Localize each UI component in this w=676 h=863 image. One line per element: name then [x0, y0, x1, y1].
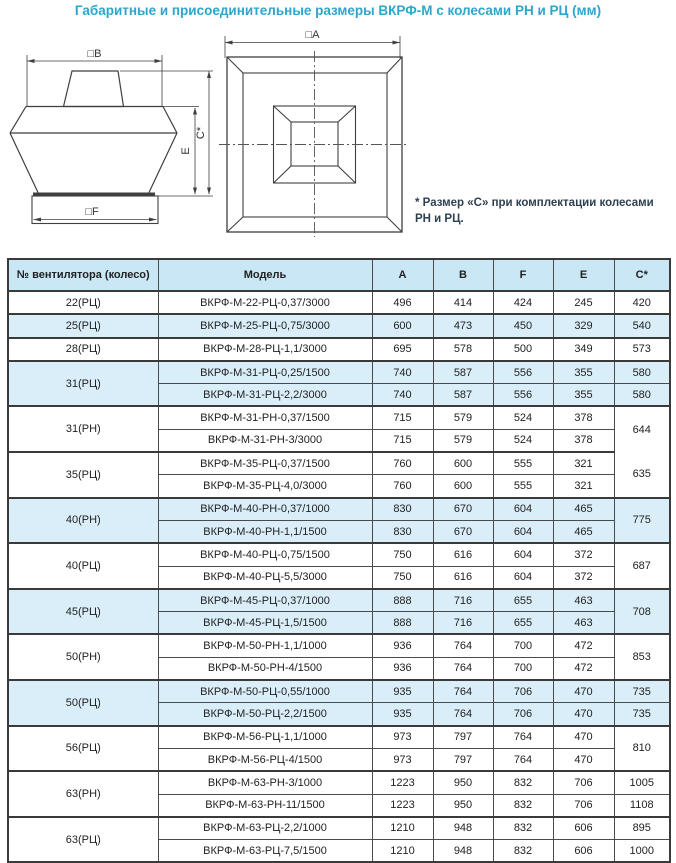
fan-number-cell: 63(РЦ) [8, 817, 158, 863]
dimension-cell: 832 [493, 817, 553, 840]
dimension-cell: 245 [553, 291, 614, 314]
table-row [8, 589, 670, 612]
dimension-cell: 1108 [614, 794, 670, 817]
dimension-cell: 372 [553, 566, 614, 589]
dimension-cell: 706 [553, 771, 614, 794]
dimension-cell: 706 [493, 703, 553, 726]
dimension-cell: 473 [433, 314, 493, 337]
dimension-cell: 740 [372, 361, 433, 384]
model-cell: ВКРФ-М-50-РН-4/1500 [158, 657, 372, 680]
model-cell: ВКРФ-М-35-РЦ-0,37/1500 [158, 452, 372, 475]
dimension-cell: 735 [614, 680, 670, 703]
dimension-cell: 1223 [372, 771, 433, 794]
dimension-cell: 716 [433, 612, 493, 635]
dimension-cell: 708 [614, 589, 670, 635]
dimension-cell: 655 [493, 612, 553, 635]
model-cell: ВКРФ-М-31-РН-0,37/1500 [158, 406, 372, 429]
dimension-cell: 524 [493, 406, 553, 429]
dimension-cell: 578 [433, 338, 493, 361]
dimension-cell: 888 [372, 589, 433, 612]
dimension-cell: 764 [433, 634, 493, 657]
footnote [415, 196, 671, 227]
dimension-cell: 378 [553, 429, 614, 452]
dimension-cell: 700 [493, 657, 553, 680]
dim-label-b: □B [87, 48, 102, 60]
dimension-cell: 414 [433, 291, 493, 314]
dimension-value: 635 [632, 468, 651, 481]
dimension-cell: 1210 [372, 817, 433, 840]
dimension-cell: 524 [493, 429, 553, 452]
dimension-cell: 587 [433, 384, 493, 407]
dimension-cell: 463 [553, 612, 614, 635]
fan-number-cell: 40(РН) [8, 498, 158, 544]
dimension-cell: 372 [553, 543, 614, 566]
dimension-cell: 1005 [614, 771, 670, 794]
dimension-cell: 750 [372, 566, 433, 589]
dimension-cell: 655 [493, 589, 553, 612]
model-cell: ВКРФ-М-56-РЦ-4/1500 [158, 748, 372, 771]
dimension-cell: 670 [433, 498, 493, 521]
top-view-drawing [219, 29, 407, 237]
dimension-cell: 936 [372, 657, 433, 680]
dimension-cell: 853 [614, 634, 670, 680]
model-cell: ВКРФ-М-31-РЦ-0,25/1500 [158, 361, 372, 384]
model-cell: ВКРФ-М-63-РЦ-2,2/1000 [158, 817, 372, 840]
model-cell: ВКРФ-М-31-РН-3/3000 [158, 429, 372, 452]
dimension-cell: 760 [372, 475, 433, 498]
dim-label-a: □A [305, 29, 320, 41]
model-cell: ВКРФ-М-22-РЦ-0,37/3000 [158, 291, 372, 314]
dimension-cell: 1000 [614, 840, 670, 863]
side-view-drawing [10, 48, 213, 224]
fan-number-cell: 31(РЦ) [8, 361, 158, 407]
fan-number-cell: 35(РЦ) [8, 452, 158, 498]
dimension-cell: 470 [553, 726, 614, 749]
dimension-cell: 973 [372, 748, 433, 771]
dimension-cell: 472 [553, 634, 614, 657]
dimension-cell: 973 [372, 726, 433, 749]
fan-number-cell: 50(РЦ) [8, 680, 158, 726]
dimension-cell: 606 [553, 817, 614, 840]
fan-number-cell: 45(РЦ) [8, 589, 158, 635]
dimension-cell: 700 [493, 634, 553, 657]
dimension-cell: 555 [493, 452, 553, 475]
table-row [8, 543, 670, 566]
dimension-cell: 424 [493, 291, 553, 314]
dimension-cell: 463 [553, 589, 614, 612]
dimension-cell: 735 [614, 703, 670, 726]
dimension-cell: 606 [553, 840, 614, 863]
dimension-cell: 604 [493, 543, 553, 566]
fan-number-cell: 28(РЦ) [8, 338, 158, 361]
dimension-cell: 587 [433, 361, 493, 384]
dimension-cell: 950 [433, 771, 493, 794]
dimension-cell: 1210 [372, 840, 433, 863]
dimension-cell: 687 [614, 543, 670, 589]
column-header: Модель [158, 259, 372, 291]
dimension-cell: 580 [614, 361, 670, 384]
column-header: A [372, 259, 433, 291]
model-cell: ВКРФ-М-45-РЦ-0,37/1000 [158, 589, 372, 612]
model-cell: ВКРФ-М-35-РЦ-4,0/3000 [158, 475, 372, 498]
table-row [8, 634, 670, 657]
model-cell: ВКРФ-М-63-РН-11/1500 [158, 794, 372, 817]
dimension-cell: 1223 [372, 794, 433, 817]
column-header: B [433, 259, 493, 291]
model-cell: ВКРФ-М-40-РН-0,37/1000 [158, 498, 372, 521]
dimension-cell: 740 [372, 384, 433, 407]
dimension-cell: 355 [553, 361, 614, 384]
model-cell: ВКРФ-М-50-РЦ-0,55/1000 [158, 680, 372, 703]
fan-number-cell: 25(РЦ) [8, 314, 158, 337]
dimension-cell: 695 [372, 338, 433, 361]
dimension-cell: 470 [553, 748, 614, 771]
footnote-line1: * Размер «С» при комплектации колесами [415, 197, 654, 209]
dim-label-f: □F [85, 206, 99, 218]
dimension-cell: 775 [614, 498, 670, 544]
motor-cap [64, 71, 124, 107]
dimension-cell: 764 [433, 657, 493, 680]
dimension-cell: 540 [614, 314, 670, 337]
dimension-cell: 580 [614, 384, 670, 407]
dimension-cell: 470 [553, 680, 614, 703]
column-header: F [493, 259, 553, 291]
model-cell: ВКРФ-М-50-РН-1,1/1000 [158, 634, 372, 657]
dimension-cell-joint [614, 406, 670, 497]
dimensions-table [7, 258, 671, 863]
dimension-cell: 830 [372, 498, 433, 521]
model-cell: ВКРФ-М-63-РН-3/1000 [158, 771, 372, 794]
column-header: C* [614, 259, 670, 291]
model-cell: ВКРФ-М-40-РЦ-0,75/1500 [158, 543, 372, 566]
dimension-cell: 616 [433, 566, 493, 589]
dimension-cell: 616 [433, 543, 493, 566]
dimension-cell: 760 [372, 452, 433, 475]
fan-number-cell: 31(РН) [8, 406, 158, 452]
dimensions-table-wrap [7, 258, 671, 863]
model-cell: ВКРФ-М-31-РЦ-2,2/3000 [158, 384, 372, 407]
dimension-cell: 556 [493, 384, 553, 407]
table-row [8, 726, 670, 749]
dimension-cell: 349 [553, 338, 614, 361]
dimension-cell: 472 [553, 657, 614, 680]
dimension-cell: 935 [372, 703, 433, 726]
dimension-cell: 716 [433, 589, 493, 612]
dimension-cell: 715 [372, 429, 433, 452]
dimension-cell: 797 [433, 726, 493, 749]
table-row [8, 817, 670, 840]
dimension-cell: 604 [493, 498, 553, 521]
fan-number-cell: 56(РЦ) [8, 726, 158, 772]
fan-number-cell: 22(РЦ) [8, 291, 158, 314]
dimension-cell: 950 [433, 794, 493, 817]
dimension-cell: 888 [372, 612, 433, 635]
dimension-cell: 600 [433, 452, 493, 475]
dimension-cell: 500 [493, 338, 553, 361]
fan-number-cell: 50(РН) [8, 634, 158, 680]
dimension-cell: 321 [553, 475, 614, 498]
dimension-value: 644 [632, 423, 651, 436]
dim-label-c-side: C* [195, 126, 207, 140]
table-row [8, 291, 670, 314]
dimension-cell: 797 [433, 748, 493, 771]
dimension-cell: 579 [433, 429, 493, 452]
model-cell: ВКРФ-М-45-РЦ-1,5/1500 [158, 612, 372, 635]
dimension-cell: 832 [493, 771, 553, 794]
table-row [8, 771, 670, 794]
model-cell: ВКРФ-М-56-РЦ-1,1/1000 [158, 726, 372, 749]
table-row [8, 680, 670, 703]
model-cell: ВКРФ-М-28-РЦ-1,1/3000 [158, 338, 372, 361]
dimension-cell: 948 [433, 840, 493, 863]
model-cell: ВКРФ-М-40-РН-1,1/1500 [158, 520, 372, 543]
dimension-cell: 935 [372, 680, 433, 703]
model-cell: ВКРФ-М-50-РЦ-2,2/1500 [158, 703, 372, 726]
dimension-cell: 604 [493, 566, 553, 589]
dimension-cell: 706 [553, 794, 614, 817]
table-row [8, 361, 670, 384]
dimension-cell: 764 [433, 680, 493, 703]
dimension-cell: 600 [433, 475, 493, 498]
dimension-cell: 832 [493, 794, 553, 817]
dimension-cell: 465 [553, 520, 614, 543]
dimension-cell: 556 [493, 361, 553, 384]
fan-number-cell: 63(РН) [8, 771, 158, 817]
dimension-cell: 465 [553, 498, 614, 521]
table-row [8, 338, 670, 361]
dimension-cell: 832 [493, 840, 553, 863]
dimension-cell: 750 [372, 543, 433, 566]
dimension-cell: 764 [493, 726, 553, 749]
dimension-cell: 936 [372, 634, 433, 657]
dimension-cell: 604 [493, 520, 553, 543]
dimension-cell: 764 [433, 703, 493, 726]
dimension-cell: 496 [372, 291, 433, 314]
dimension-cell: 450 [493, 314, 553, 337]
dimension-cell: 470 [553, 703, 614, 726]
table-row [8, 314, 670, 337]
fan-number-cell: 40(РЦ) [8, 543, 158, 589]
dimension-cell: 355 [553, 384, 614, 407]
dimension-cell: 329 [553, 314, 614, 337]
table-row [8, 498, 670, 521]
dimension-cell: 715 [372, 406, 433, 429]
dimension-cell: 810 [614, 726, 670, 772]
footnote-line2: РН и РЦ. [415, 212, 464, 225]
dimension-cell: 420 [614, 291, 670, 314]
dimension-cell: 600 [372, 314, 433, 337]
page-title: Габаритные и присоединительные размеры ВКРФ-М с колесами РН и РЦ (мм) [74, 3, 602, 18]
model-cell: ВКРФ-М-63-РЦ-7,5/1500 [158, 840, 372, 863]
dimension-cell: 895 [614, 817, 670, 840]
dimension-cell: 573 [614, 338, 670, 361]
model-cell: ВКРФ-М-25-РЦ-0,75/3000 [158, 314, 372, 337]
dimension-cell: 830 [372, 520, 433, 543]
dimension-cell: 706 [493, 680, 553, 703]
table-row [8, 452, 670, 475]
dimension-cell: 670 [433, 520, 493, 543]
table-header-row [8, 259, 670, 291]
dimension-cell: 948 [433, 817, 493, 840]
dimension-cell: 321 [553, 452, 614, 475]
column-header: E [553, 259, 614, 291]
dim-label-e: E [180, 147, 192, 155]
dimension-cell: 579 [433, 406, 493, 429]
table-row [8, 406, 670, 429]
model-cell: ВКРФ-М-40-РЦ-5,5/3000 [158, 566, 372, 589]
column-header: № вентилятора (колесо) [8, 259, 158, 291]
dimension-cell: 555 [493, 475, 553, 498]
dimension-cell: 764 [493, 748, 553, 771]
dimension-cell: 378 [553, 406, 614, 429]
